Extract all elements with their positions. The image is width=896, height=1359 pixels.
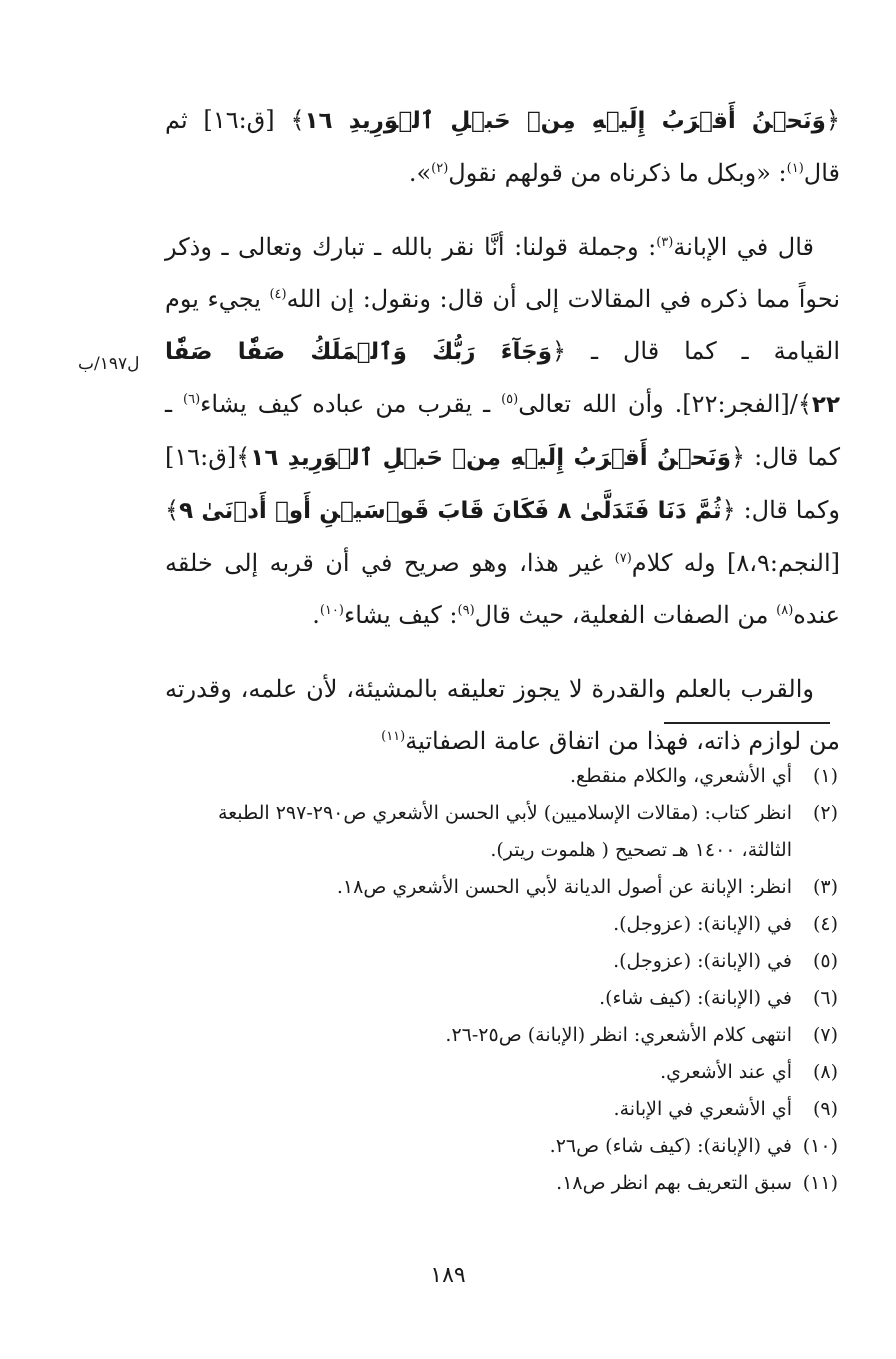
quran-verse: ثُمَّ دَنَا فَتَدَلَّىٰ ٨ فَكَانَ قَابَ قَوۡسَيۡنِ أَوۡ أَدۡنَىٰ ٩ [179,498,722,524]
footnote-marker: (٥) [501,392,519,407]
footnote-item [168,1091,838,1128]
footnote-text: في (الإبانة): (كيف شاء). [599,987,792,1009]
footnote-number: (١) [812,765,838,787]
footnote-marker: (٧) [614,551,632,566]
footnote-marker: (١١) [381,729,406,744]
footnote-marker: (٦) [183,392,201,407]
quran-verse: وَجَآءَ رَبُّكَ وَٱلۡمَلَكُ صَفّٗا صَفّٗا ٢٢ [165,339,840,418]
text-run: ـ يقرب من عباده كيف يشاء [200,390,502,418]
text-run: : وجملة قولنا: أنَّا نقر بالله ـ تبارك وتعالى ـ وذكر نحواً مما ذكره في المقالات إلى أن قال: ونقول: إن الله [165,233,841,313]
footnote-item [168,795,838,869]
footnote-item [168,980,838,1017]
footnote-text: أي الأشعري في الإبانة. [613,1098,792,1120]
text-run: والقرب بالعلم والقدرة لا يجوز تعليقه بالمشيئة، لأن علمه، وقدرته من لوازم ذاته، فهذا من اتفاق عامة الصفاتية [165,675,840,755]
text-run: ». [408,159,432,187]
footnote-number: (١٠) [802,1135,838,1157]
text-run: : كيف يشاء [343,601,458,629]
quran-verse: وَنَحۡنُ أَقۡرَبُ إِلَيۡهِ مِنۡ حَبۡلِ ٱلۡوَرِيدِ ١٦ [304,108,826,134]
footnote-marker: (٢) [431,161,449,176]
text-run: ﴾[ق:١٦] وكما قال: ﴿ [165,443,840,524]
footnote-item [168,906,838,943]
paragraph [165,94,840,199]
footnote-text: أي الأشعري، والكلام منقطع. [569,765,792,787]
footnote-text: في (الإبانة): (عزوجل). [613,950,792,972]
main-text [165,88,840,767]
footnote-number: (٨) [812,1061,838,1083]
text-run: ـ كما قال: ﴿ [165,390,840,471]
text-run: غير هذا، وهو صريح في أن قربه إلى خلقه عنده [165,549,840,629]
footnote-marker: (٩) [457,603,475,618]
footnote-number: (٦) [812,987,838,1009]
footnote-text: انظر كتاب: (مقالات الإسلاميين) لأبي الحسن الأشعري ص٢٩٠-٢٩٧ الطبعة الثالثة، ١٤٠٠ هـ تصحيح ( هلموت ريتر). [217,802,792,861]
footnote-item [168,1017,838,1054]
footnote-text: في (الإبانة): (كيف شاء) ص٢٦. [549,1135,792,1157]
footnote-number: (٥) [812,950,838,972]
footnote-separator [664,722,830,724]
footnote-number: (٢) [812,802,838,824]
footnote-number: (١١) [802,1172,838,1194]
footnote-item [168,1128,838,1165]
paragraph [165,663,840,767]
manuscript-folio-note: ل١٩٧/ب [78,354,140,374]
footnote-item [168,758,838,795]
footnote-item [168,943,838,980]
footnote-item [168,1054,838,1091]
footnote-marker: (١) [786,161,804,176]
footnote-marker: (٨) [776,603,794,618]
page-number: ١٨٩ [430,1263,466,1288]
footnote-item [168,869,838,906]
text-run: ﴾ [ق:١٦] ثم قال [165,106,840,187]
paragraph [165,221,840,641]
text-run: ﴾/[الفجر:٢٢]. وأن الله تعالى [518,390,812,418]
footnote-number: (٣) [812,876,838,898]
footnotes [168,758,838,1202]
text-run: قال في الإبانة [673,233,814,261]
text-run: ﴾[النجم:٨،٩] وله كلام [165,496,840,577]
footnote-marker: (١٠) [319,603,344,618]
footnote-marker: (٤) [269,287,287,302]
footnote-text: سبق التعريف بهم انظر ص١٨. [556,1172,792,1194]
text-run: . [312,601,320,629]
text-run: يجيء يوم القيامة ـ كما قال ـ ﴿ [165,285,840,365]
footnote-item [168,1165,838,1202]
footnote-number: (٩) [812,1098,838,1120]
footnote-number: (٧) [812,1024,838,1046]
footnote-number: (٤) [812,913,838,935]
text-run: من الصفات الفعلية، حيث قال [474,601,777,629]
text-run: : «وبكل ما ذكرناه من قولهم نقول [448,159,787,187]
footnote-text: أي عند الأشعري. [660,1061,792,1083]
footnote-text: انتهى كلام الأشعري: انظر (الإبانة) ص٢٥-٢٦. [445,1024,792,1046]
footnote-marker: (٣) [656,235,674,250]
footnote-text: في (الإبانة): (عزوجل). [613,913,792,935]
text-run: ﴿ [825,106,840,134]
footnote-text: انظر: الإبانة عن أصول الديانة لأبي الحسن الأشعري ص١٨. [336,876,792,898]
quran-verse: وَنَحۡنُ أَقۡرَبُ إِلَيۡهِ مِنۡ حَبۡلِ ٱلۡوَرِيدِ ١٦ [250,445,732,471]
